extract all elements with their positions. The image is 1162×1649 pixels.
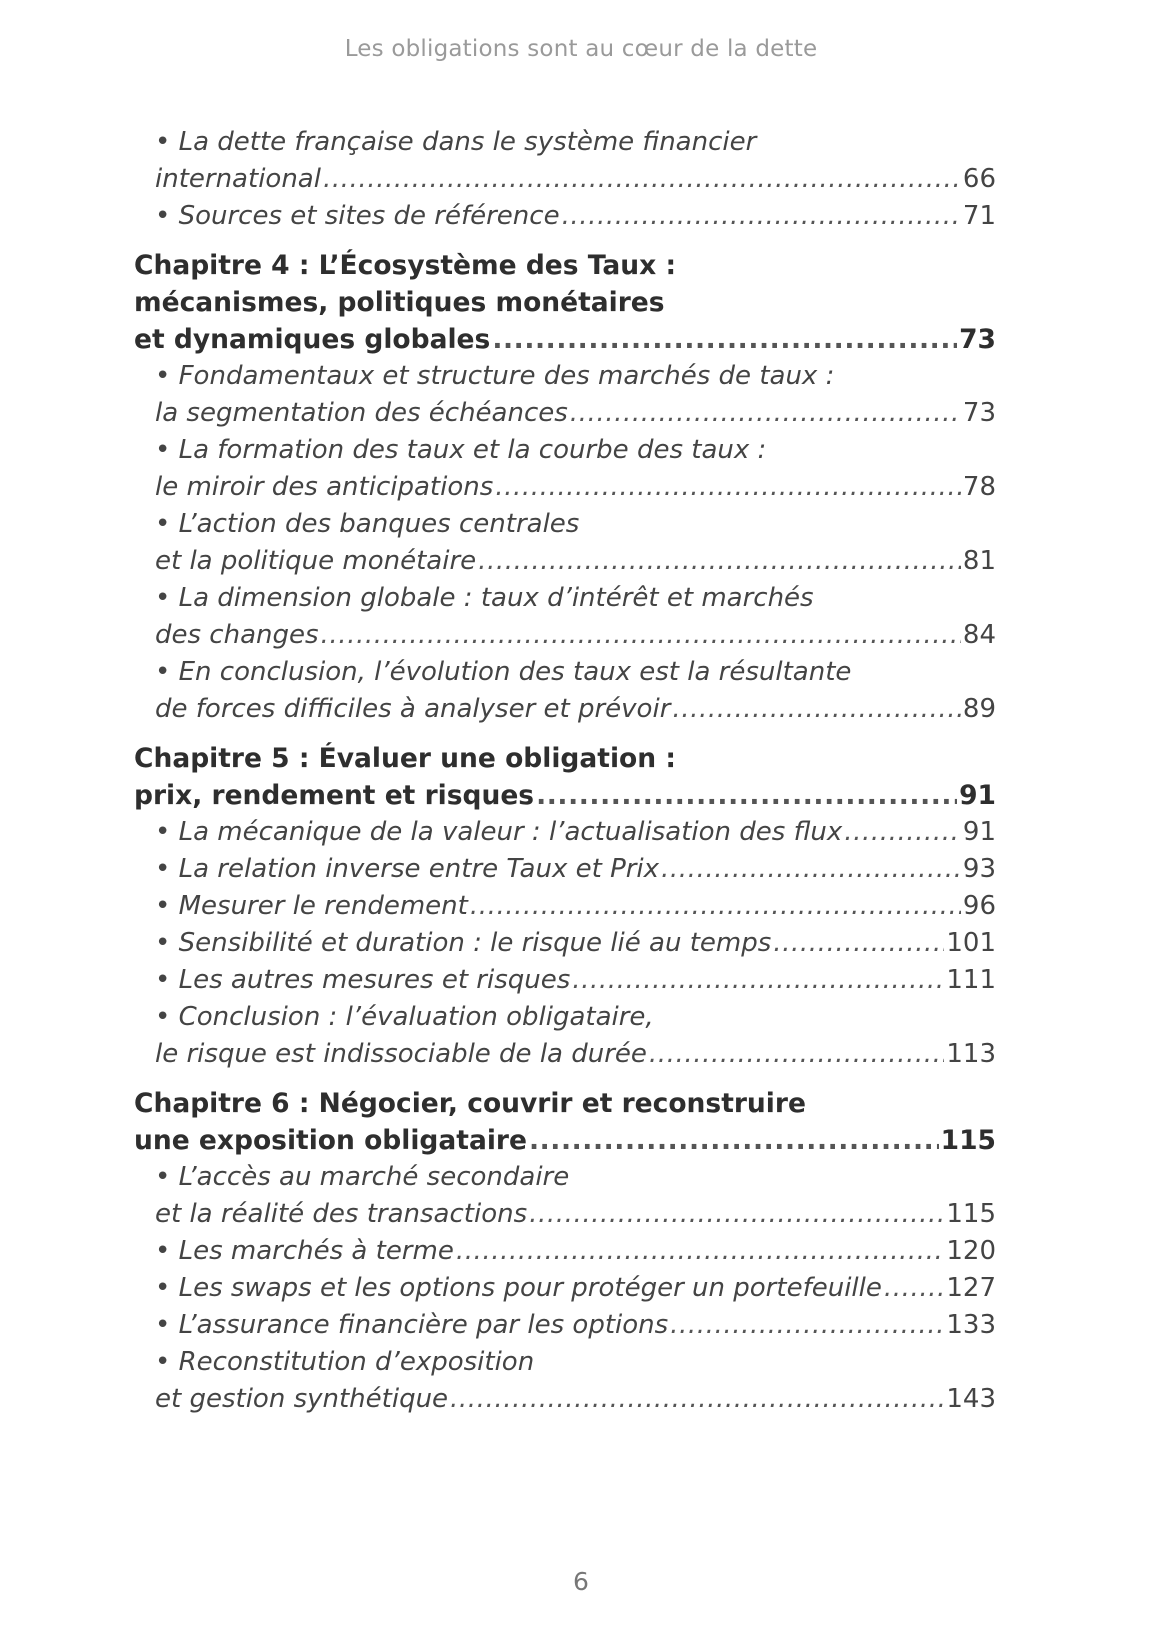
entry-title-text: • Sources et sites de référence: [155, 201, 560, 231]
dot-leader: [672, 691, 961, 728]
page-ref: 66: [962, 164, 996, 194]
toc-line: [134, 1036, 996, 1073]
toc-line: [134, 161, 996, 198]
entry-title-text: • En conclusion, l’évolution des taux est la résultante: [155, 657, 852, 687]
dot-leader: [450, 1381, 944, 1418]
entry-title-text: • La mécanique de la valeur : l’actualisation des flux: [155, 817, 843, 847]
toc-chapter: [134, 1085, 996, 1159]
entry-title-text: • La relation inverse entre Taux et Prix: [155, 854, 660, 884]
dot-leader: [773, 925, 944, 962]
page-ref: 101: [946, 928, 996, 958]
toc-chapter: [134, 247, 996, 358]
toc-line: [134, 321, 996, 358]
entry-title-text: • Les autres mesures et risques: [155, 965, 571, 995]
page-number: 6: [573, 1567, 589, 1596]
toc-line: [134, 617, 996, 654]
entry-title-text: international: [155, 164, 321, 194]
toc-line: [134, 358, 996, 395]
toc-entry: [134, 198, 996, 235]
toc-line: [134, 1307, 996, 1344]
page-ref: 111: [946, 965, 996, 995]
page-ref: 71: [962, 201, 996, 231]
dot-leader: [570, 395, 961, 432]
entry-title-text: et la politique monétaire: [155, 546, 477, 576]
entry-title-text: le risque est indissociable de la durée: [155, 1039, 647, 1069]
toc-line: [134, 1233, 996, 1270]
toc-line: [134, 654, 996, 691]
toc-entry: [134, 654, 996, 728]
entry-title-text: le miroir des anticipations: [155, 472, 494, 502]
dot-leader: [649, 1036, 944, 1073]
toc-entry: [134, 851, 996, 888]
chapter-title-text: Chapitre 5 : Évaluer une obligation :: [134, 743, 676, 774]
dot-leader: [844, 814, 961, 851]
toc-line: [134, 1381, 996, 1418]
page-ref: 115: [940, 1125, 996, 1156]
dot-leader: [529, 1122, 939, 1159]
entry-title-text: et gestion synthétique: [155, 1384, 449, 1414]
page-ref: 89: [962, 694, 996, 724]
toc-chapter: [134, 740, 996, 814]
page-ref: 133: [946, 1310, 996, 1340]
page-ref: 78: [962, 472, 996, 502]
toc-line: [134, 284, 996, 321]
chapter-title-text: et dynamiques globales: [134, 324, 491, 355]
toc-entry: [134, 1344, 996, 1418]
toc-line: [134, 925, 996, 962]
toc-line: [134, 691, 996, 728]
entry-title-text: • Reconstitution d’exposition: [155, 1347, 535, 1377]
dot-leader: [661, 851, 961, 888]
entry-title-text: • Les marchés à terme: [155, 1236, 454, 1266]
toc-line: [134, 1085, 996, 1122]
toc-entry: [134, 814, 996, 851]
page-ref: 84: [962, 620, 996, 650]
entry-title-text: • La formation des taux et la courbe des taux :: [155, 435, 767, 465]
page-ref: 93: [962, 854, 996, 884]
entry-title-text: • L’action des banques centrales: [155, 509, 580, 539]
chapter-title-text: Chapitre 4 : L’Écosystème des Taux :: [134, 250, 677, 281]
toc-entry: [134, 999, 996, 1073]
toc-entry: [134, 506, 996, 580]
page-ref: 127: [946, 1273, 996, 1303]
toc-line: [134, 395, 996, 432]
dot-leader: [456, 1233, 945, 1270]
toc-entry: [134, 925, 996, 962]
toc-line: [134, 124, 996, 161]
page-ref: 73: [959, 324, 996, 355]
toc-line: [134, 999, 996, 1036]
toc-line: [134, 580, 996, 617]
dot-leader: [470, 888, 961, 925]
toc-line: [134, 432, 996, 469]
entry-title-text: • Conclusion : l’évaluation obligataire,: [155, 1002, 654, 1032]
toc-line: [134, 198, 996, 235]
toc-entry: [134, 358, 996, 432]
page-ref: 113: [946, 1039, 996, 1069]
page-ref: 143: [946, 1384, 996, 1414]
entry-title-text: • Fondamentaux et structure des marchés de taux :: [155, 361, 835, 391]
toc-line: [134, 740, 996, 777]
page-ref: 115: [946, 1199, 996, 1229]
dot-leader: [478, 543, 961, 580]
toc-line: [134, 247, 996, 284]
page-ref: 91: [962, 817, 996, 847]
entry-title-text: de forces difficiles à analyser et prévoir: [155, 694, 671, 724]
running-head: Les obligations sont au cœur de la dette: [344, 36, 818, 62]
toc-entry: [134, 432, 996, 506]
toc-entry: [134, 1307, 996, 1344]
toc-line: [134, 1122, 996, 1159]
entry-title-text: • Sensibilité et duration : le risque lié au temps: [155, 928, 772, 958]
toc-line: [134, 1344, 996, 1381]
toc-entry: [134, 580, 996, 654]
toc-line: [134, 814, 996, 851]
toc-line: [134, 1159, 996, 1196]
entry-title-text: • Les swaps et les options pour protéger un portefeuille: [155, 1273, 882, 1303]
toc-entry: [134, 1159, 996, 1233]
chapter-title-text: une exposition obligataire: [134, 1125, 527, 1156]
toc-line: [134, 469, 996, 506]
entry-title-text: • Mesurer le rendement: [155, 891, 468, 921]
toc-entry: [134, 888, 996, 925]
dot-leader: [670, 1307, 944, 1344]
entry-title-text: • L’assurance financière par les options: [155, 1310, 669, 1340]
toc-line: [134, 1196, 996, 1233]
toc-entry: [134, 1233, 996, 1270]
table-of-contents: [134, 124, 996, 1418]
dot-leader: [529, 1196, 944, 1233]
toc-line: [134, 1270, 996, 1307]
entry-title-text: • La dimension globale : taux d’intérêt et marchés: [155, 583, 814, 613]
toc-entry: [134, 962, 996, 999]
toc-line: [134, 777, 996, 814]
toc-line: [134, 962, 996, 999]
page-ref: 120: [946, 1236, 996, 1266]
toc-entry: [134, 124, 996, 198]
page-ref: 81: [962, 546, 996, 576]
dot-leader: [321, 617, 961, 654]
toc-entry: [134, 1270, 996, 1307]
dot-leader: [536, 777, 957, 814]
entry-title-text: des changes: [155, 620, 319, 650]
chapter-title-text: prix, rendement et risques: [134, 780, 535, 811]
entry-title-text: et la réalité des transactions: [155, 1199, 528, 1229]
entry-title-text: la segmentation des échéances: [155, 398, 568, 428]
toc-line: [134, 506, 996, 543]
dot-leader: [562, 198, 961, 235]
toc-line: [134, 543, 996, 580]
toc-line: [134, 888, 996, 925]
entry-title-text: • L’accès au marché secondaire: [155, 1162, 570, 1192]
dot-leader: [495, 469, 961, 506]
dot-leader: [323, 161, 961, 198]
chapter-title-text: Chapitre 6 : Négocier, couvrir et reconstruire: [134, 1088, 806, 1119]
chapter-title-text: mécanismes, politiques monétaires: [134, 287, 665, 318]
page-ref: 73: [962, 398, 996, 428]
page-ref: 96: [962, 891, 996, 921]
dot-leader: [492, 321, 957, 358]
entry-title-text: • La dette française dans le système financier: [155, 127, 757, 157]
toc-line: [134, 851, 996, 888]
dot-leader: [572, 962, 944, 999]
page-ref: 91: [959, 780, 996, 811]
dot-leader: [884, 1270, 945, 1307]
